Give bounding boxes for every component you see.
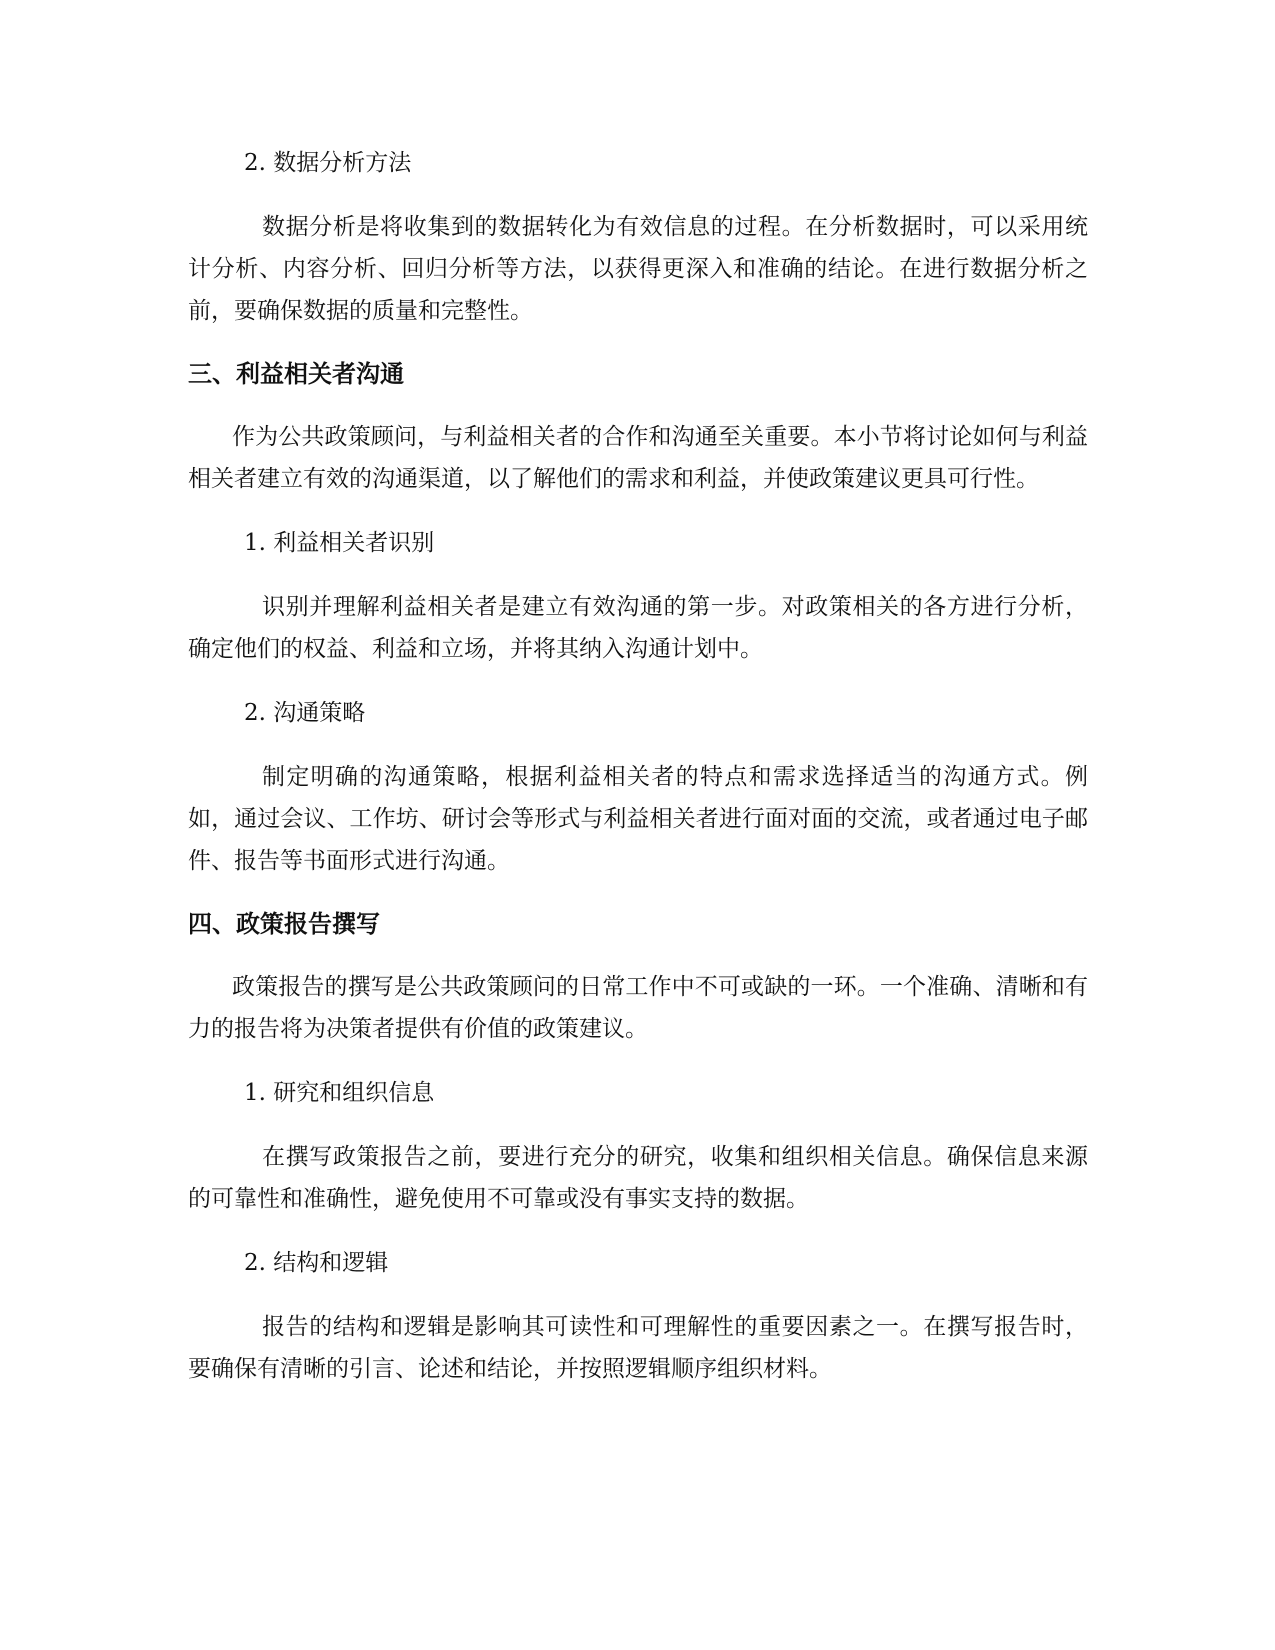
section-heading-policy-report-writing: 四、政策报告撰写 [188, 910, 380, 938]
paragraph-stakeholder-identification: 识别并理解利益相关者是建立有效沟通的第一步。对政策相关的各方进行分析，确定他们的权益、利益和立场，并将其纳入沟通计划中。 [188, 594, 1088, 662]
paragraph-structure-logic: 报告的结构和逻辑是影响其可读性和可理解性的重要因素之一。在撰写报告时，要确保有清晰的引言、论述和结论，并按照逻辑顺序组织材料。 [188, 1314, 1088, 1382]
paragraph-stakeholder-intro: 作为公共政策顾问，与利益相关者的合作和沟通至关重要。本小节将讨论如何与利益相关者建立有效的沟通渠道，以了解他们的需求和利益，并使政策建议更具可行性。 [188, 424, 1088, 492]
paragraph-policy-report-intro: 政策报告的撰写是公共政策顾问的日常工作中不可或缺的一环。一个准确、清晰和有力的报告将为决策者提供有价值的政策建议。 [188, 974, 1088, 1042]
subheading-research-organize-info: 1. 研究和组织信息 [244, 1080, 435, 1106]
subheading-communication-strategy: 2. 沟通策略 [244, 700, 366, 726]
paragraph-data-analysis: 数据分析是将收集到的数据转化为有效信息的过程。在分析数据时，可以采用统计分析、内容分析、回归分析等方法，以获得更深入和准确的结论。在进行数据分析之前，要确保数据的质量和完整性。 [188, 214, 1088, 324]
document-body [188, 142, 1088, 1412]
paragraph-communication-strategy: 制定明确的沟通策略，根据利益相关者的特点和需求选择适当的沟通方式。例如，通过会议、工作坊、研讨会等形式与利益相关者进行面对面的交流，或者通过电子邮件、报告等书面形式进行沟通。 [188, 764, 1088, 874]
section-heading-stakeholder-communication: 三、利益相关者沟通 [188, 360, 404, 388]
paragraph-research-organize-info: 在撰写政策报告之前，要进行充分的研究，收集和组织相关信息。确保信息来源的可靠性和准确性，避免使用不可靠或没有事实支持的数据。 [188, 1144, 1088, 1212]
subheading-data-analysis-methods: 2. 数据分析方法 [244, 150, 412, 176]
subheading-stakeholder-identification: 1. 利益相关者识别 [244, 530, 435, 556]
subheading-structure-logic: 2. 结构和逻辑 [244, 1250, 389, 1276]
